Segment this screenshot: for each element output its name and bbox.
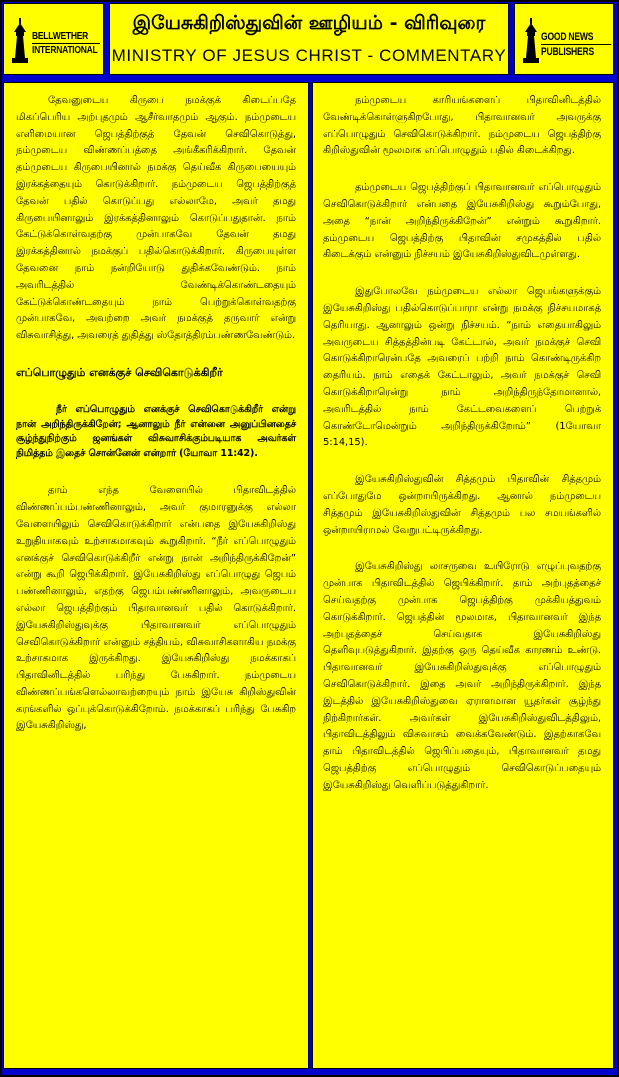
logo-line-1: GOOD NEWS: [541, 30, 611, 45]
bellwether-logo: [3, 3, 104, 75]
bible-verse: நீர் எப்பொழுதும் எனக்குச் செவிகொடுக்கிறீர் என்று நான் அறிந்திருக்கிறேன்; ஆனாலும் நீர் என்னை அனுப்பினதைச் சூழ்ந்துநிற்கும் ஜனங்கள் விசுவாசிக்கும்படியாக அவர்கள் நிமித்தம் இதைச் சொன்னேன் என்றார் (யோவா 11:42).: [16, 403, 296, 459]
logo-line-2: PUBLISHERS: [541, 46, 594, 58]
left-column: [3, 82, 309, 1069]
tower-icon: [10, 18, 30, 64]
paragraph: தம்முடைய ஜெபத்திற்குப் பிதாவானவர் எப்பொழுதும் செவிகொடுக்கிறார் என்பதை இயேசுகிறிஸ்து கூறும்போது, அதை “நான் அறிந்திருக்கிறேன்” என்றும் கூறுகிறார். தம்முடைய ஜெபத்திற்கு பிதாவின் சமுகத்தில் பதில் கிடைக்கும் என்னும் நிச்சயம் இயேசுகிறிஸ்துவிடமுள்ளது.: [323, 182, 601, 261]
paragraph: இயேசுகிறிஸ்துவின் சித்தமும் பிதாவின் சித்தமும் எப்போதுமே ஒன்றாயிருக்கிறது. ஆனால் நம்முடைய சித்தமும் இயேசுகிறிஸ்துவின் சித்தமும் பல சமயங்களில் ஒன்றாயிராமல் வேறுபட்டிருக்கிறது.: [323, 474, 601, 536]
paragraph: இயேசுகிறிஸ்து லாசருவை உயிரோடு எழுப்புவதற்கு முன்பாக பிதாவிடத்தில் ஜெபிக்கிறார். தாம் அற்புதத்தைச் செய்வதற்கு முன்பாக ஜெபத்திற்கு முக்கியத்துவம் கொடுக்கிறார். ஜெபத்தின் மூலமாக, பிதாவானவர் இந்த அற்புதத்தைச் செய்வதாக இயேசுகிறிஸ்து தெளிவுபடுத்துகிறார். இதற்கு ஒரு தெய்வீக காரணம் உண்டு. பிதாவானவர் இயேசுகிறிஸ்துவுக்கு எப்பொழுதும் செவிகொடுக்கிறார். இதை அவர் அறிந்திருக்கிறார். இந்த இடத்தில் இயேசுகிறிஸ்துவை ஏராளமான யூதர்கள் சூழ்ந்து நிற்கிறார்கள். அவர்கள் இயேசுகிறிஸ்துவிடத்திலும், பிதாவிடத்திலும் விசுவாசம் வைக்கவேண்டும். இதற்காகவே தாம் பிதாவிடத்தில் ஜெபிப்பதையும், பிதாவானவர் தமது ஜெபத்திற்கு எப்பொழுதும் செவிகொடுப்பதையும் இயேசுகிறிஸ்து வெளிப்படுத்துகிறார்.: [323, 561, 601, 791]
paragraph: நம்முடைய காரியங்களைப் பிதாவினிடத்தில் வேண்டிக்கொள்ளுகிறபோது, பிதாவானவர் அவருக்கு எப்பொழுதும் செவிகொடுக்கிறார். நம்முடைய ஜெபத்திற்கு கிறிஸ்துவின் மூலமாக எப்பொழுதும் பதில் கிடைக்கிறது.: [323, 95, 601, 157]
logo-line-2: INTERNATIONAL: [32, 45, 98, 56]
paragraph: தேவனுடைய கிருபை நமக்குக் கிடைப்பதே மிகப்பெரிய அற்புதமும் ஆசீர்வாதமும் ஆகும். நம்முடைய எளிமையான ஜெபத்திற்குத் தேவன் செவிகொடுத்து, நம்முடைய விண்ணப்பத்தை அங்கீகரிக்கிறார். தேவன் தம்முடைய கிருபையினால் நமக்கு தெய்வீக கிருபையையும் இரக்கத்தையும் கொடுக்கிறார். நம்முடைய ஜெபத்திற்குத் தேவன் பதில் கொடுப்பது எல்லாமே, அவர் தமது கிருபையினாலும் இரக்கத்தினாலும் கொடுப்பதுதான். நாம் கேட்டுக்கொள்வதற்கு முன்பாகவே தேவன் தமது இரக்கத்தினால் நமக்குப் பதில்கொடுக்கிறார். கிருபையுள்ள தேவனை நாம் நன்றியோடு துதிக்கவேண்டும். நாம் அவரிடத்தில் வேண்டிக்கொண்டதையும் கேட்டுக்கொண்டதையும் நாம் பெற்றுக்கொள்வதற்கு முன்பாகவே, அவற்றை அவர் நமக்குத் தருவார் என்று விசுவாசித்து, அவரைத் துதித்து ஸ்தோத்திரம்பண்ணவேண்டும்.: [16, 95, 296, 342]
title-tamil: இயேசுகிறிஸ்துவின் ஊழியம் - விரிவுரை: [132, 12, 486, 34]
paragraph: தாம் எந்த வேளையில் பிதாவிடத்தில் விண்ணப்பம்பண்ணினாலும், அவர் குமாரனுக்கு எல்லா வேளையிலும் செவிகொடுக்கிறார் என்பதை இயேசுகிறிஸ்து உறுதியாகவும் உற்சாகமாகவும் கூறுகிறார். “நீர் எப்பொழுதும் எனக்குச் செவிகொடுக்கிறீர் என்று நான் அறிந்திருக்கிறேன்” என்று கூறி ஜெபிக்கிறார். இயேசுகிறிஸ்து எப்பொழுது ஜெபம் பண்ணினாலும், எதற்கு ஜெபம்பண்ணினாலும், அவருடைய எல்லா ஜெபத்திற்கும் பிதாவானவர் பதில் கொடுக்கிறார். இயேசுகிறிஸ்துவுக்கு பிதாவானவர் எப்பொழுதும் செவிகொடுக்கிறார் என்னும் சத்தியம், விசுவாசிகளாகிய நமக்கு உற்சாகமாக இருக்கிறது. இயேசுகிறிஸ்து நமக்காகப் பிதாவினிடத்தில் பரிந்து பேசுகிறார். நம்முடைய விண்ணப்பங்களெல்லாவற்றையும் நாம் இயேசு கிறிஸ்துவின் கரங்களில் ஒப்புக்கொடுக்கிறோம். நமக்காகப் பரிந்து பேசுகிற இயேசுகிறிஸ்து,: [16, 485, 296, 732]
title-english: MINISTRY OF JESUS CHRIST - COMMENTARY: [111, 46, 507, 65]
good-news-logo: [514, 3, 614, 75]
section-heading: எப்பொழுதும் எனக்குச் செவிகொடுக்கிறீர்: [16, 365, 223, 379]
right-column: [312, 82, 614, 1069]
paragraph: இதுபோலவே நம்முடைய எல்லா ஜெபங்களுக்கும் இயேசுகிறிஸ்து பதில்கொடுப்பாரா என்று நமக்கு நிச்சயமாகத் தெரியாது. ஆனாலும் ஒன்று நிச்சயம். “நாம் எதையாகிலும் அவருடைய சித்தத்தின்படி கேட்டால், அவர் நமக்குச் செவி கொடுக்கிறாரென்பதே அவரைப் பற்றி நாம் கொண்டிருக்கிற தைரியம். நாம் எதைக் கேட்டாலும், அவர் நமக்குச் செவி கொடுக்கிறாரென்று நாம் அறிந்திருந்தோமானால், அவரிடத்தில் நாம் கேட்டவைகளைப் பெற்றுக் கொண்டோமென்றும் அறிந்திருக்கிறோம்” (1யோவா 5:14,15).: [323, 286, 601, 449]
title-banner: [109, 3, 509, 75]
logo-line-1: BELLWETHER: [32, 30, 100, 44]
tower-icon: [521, 18, 541, 64]
